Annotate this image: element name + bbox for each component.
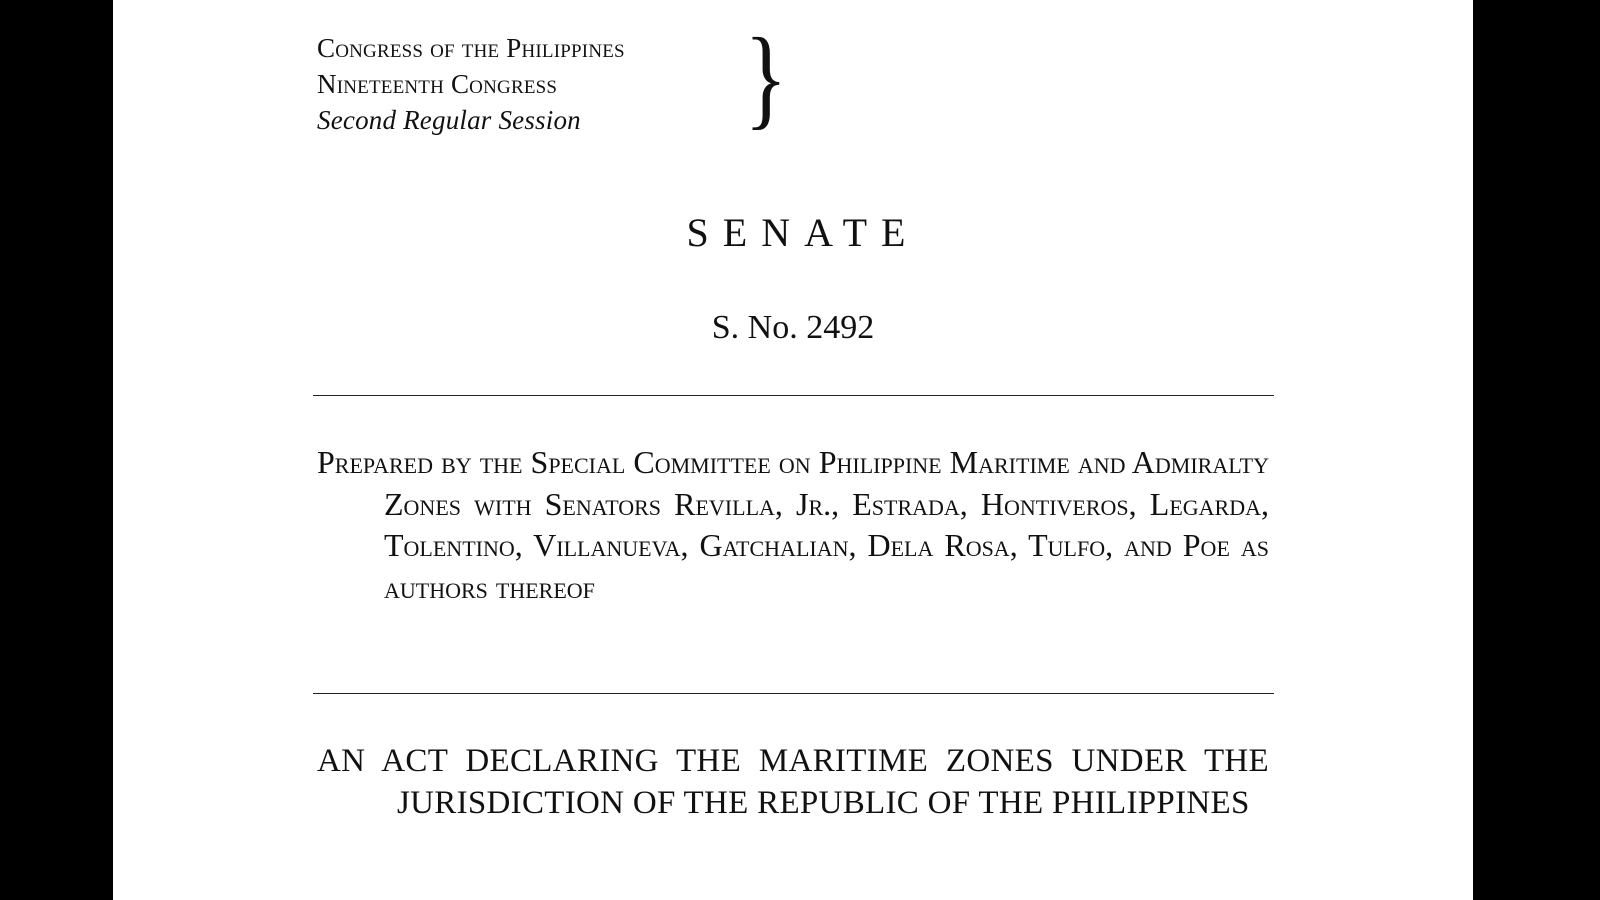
header-brace: }: [744, 16, 788, 140]
session-label: Second Regular Session: [317, 105, 581, 135]
divider-bottom: [313, 693, 1274, 694]
divider-top: [313, 395, 1274, 396]
document-page: [113, 0, 1473, 900]
congress-header: [317, 30, 737, 138]
prepared-by-paragraph: Prepared by the Special Committee on Philippine Maritime and Admiralty Zones with Senators Revilla, Jr., Estrada, Hontiveros, Legarda, Tolentino, Villanueva, Gatchalian, Dela Rosa, Tulfo, and Poe as authors thereof: [317, 444, 1269, 605]
act-title: AN ACT DECLARING THE MARITIME ZONES UNDER THE JURISDICTION OF THE REPUBLIC OF THE PHILIPPINES: [317, 743, 1269, 821]
congress-number: Nineteenth Congress: [317, 69, 558, 99]
congress-name: Congress of the Philippines: [317, 33, 625, 63]
chamber-title: SENATE: [686, 210, 920, 255]
bill-number: S. No. 2492: [711, 309, 875, 346]
